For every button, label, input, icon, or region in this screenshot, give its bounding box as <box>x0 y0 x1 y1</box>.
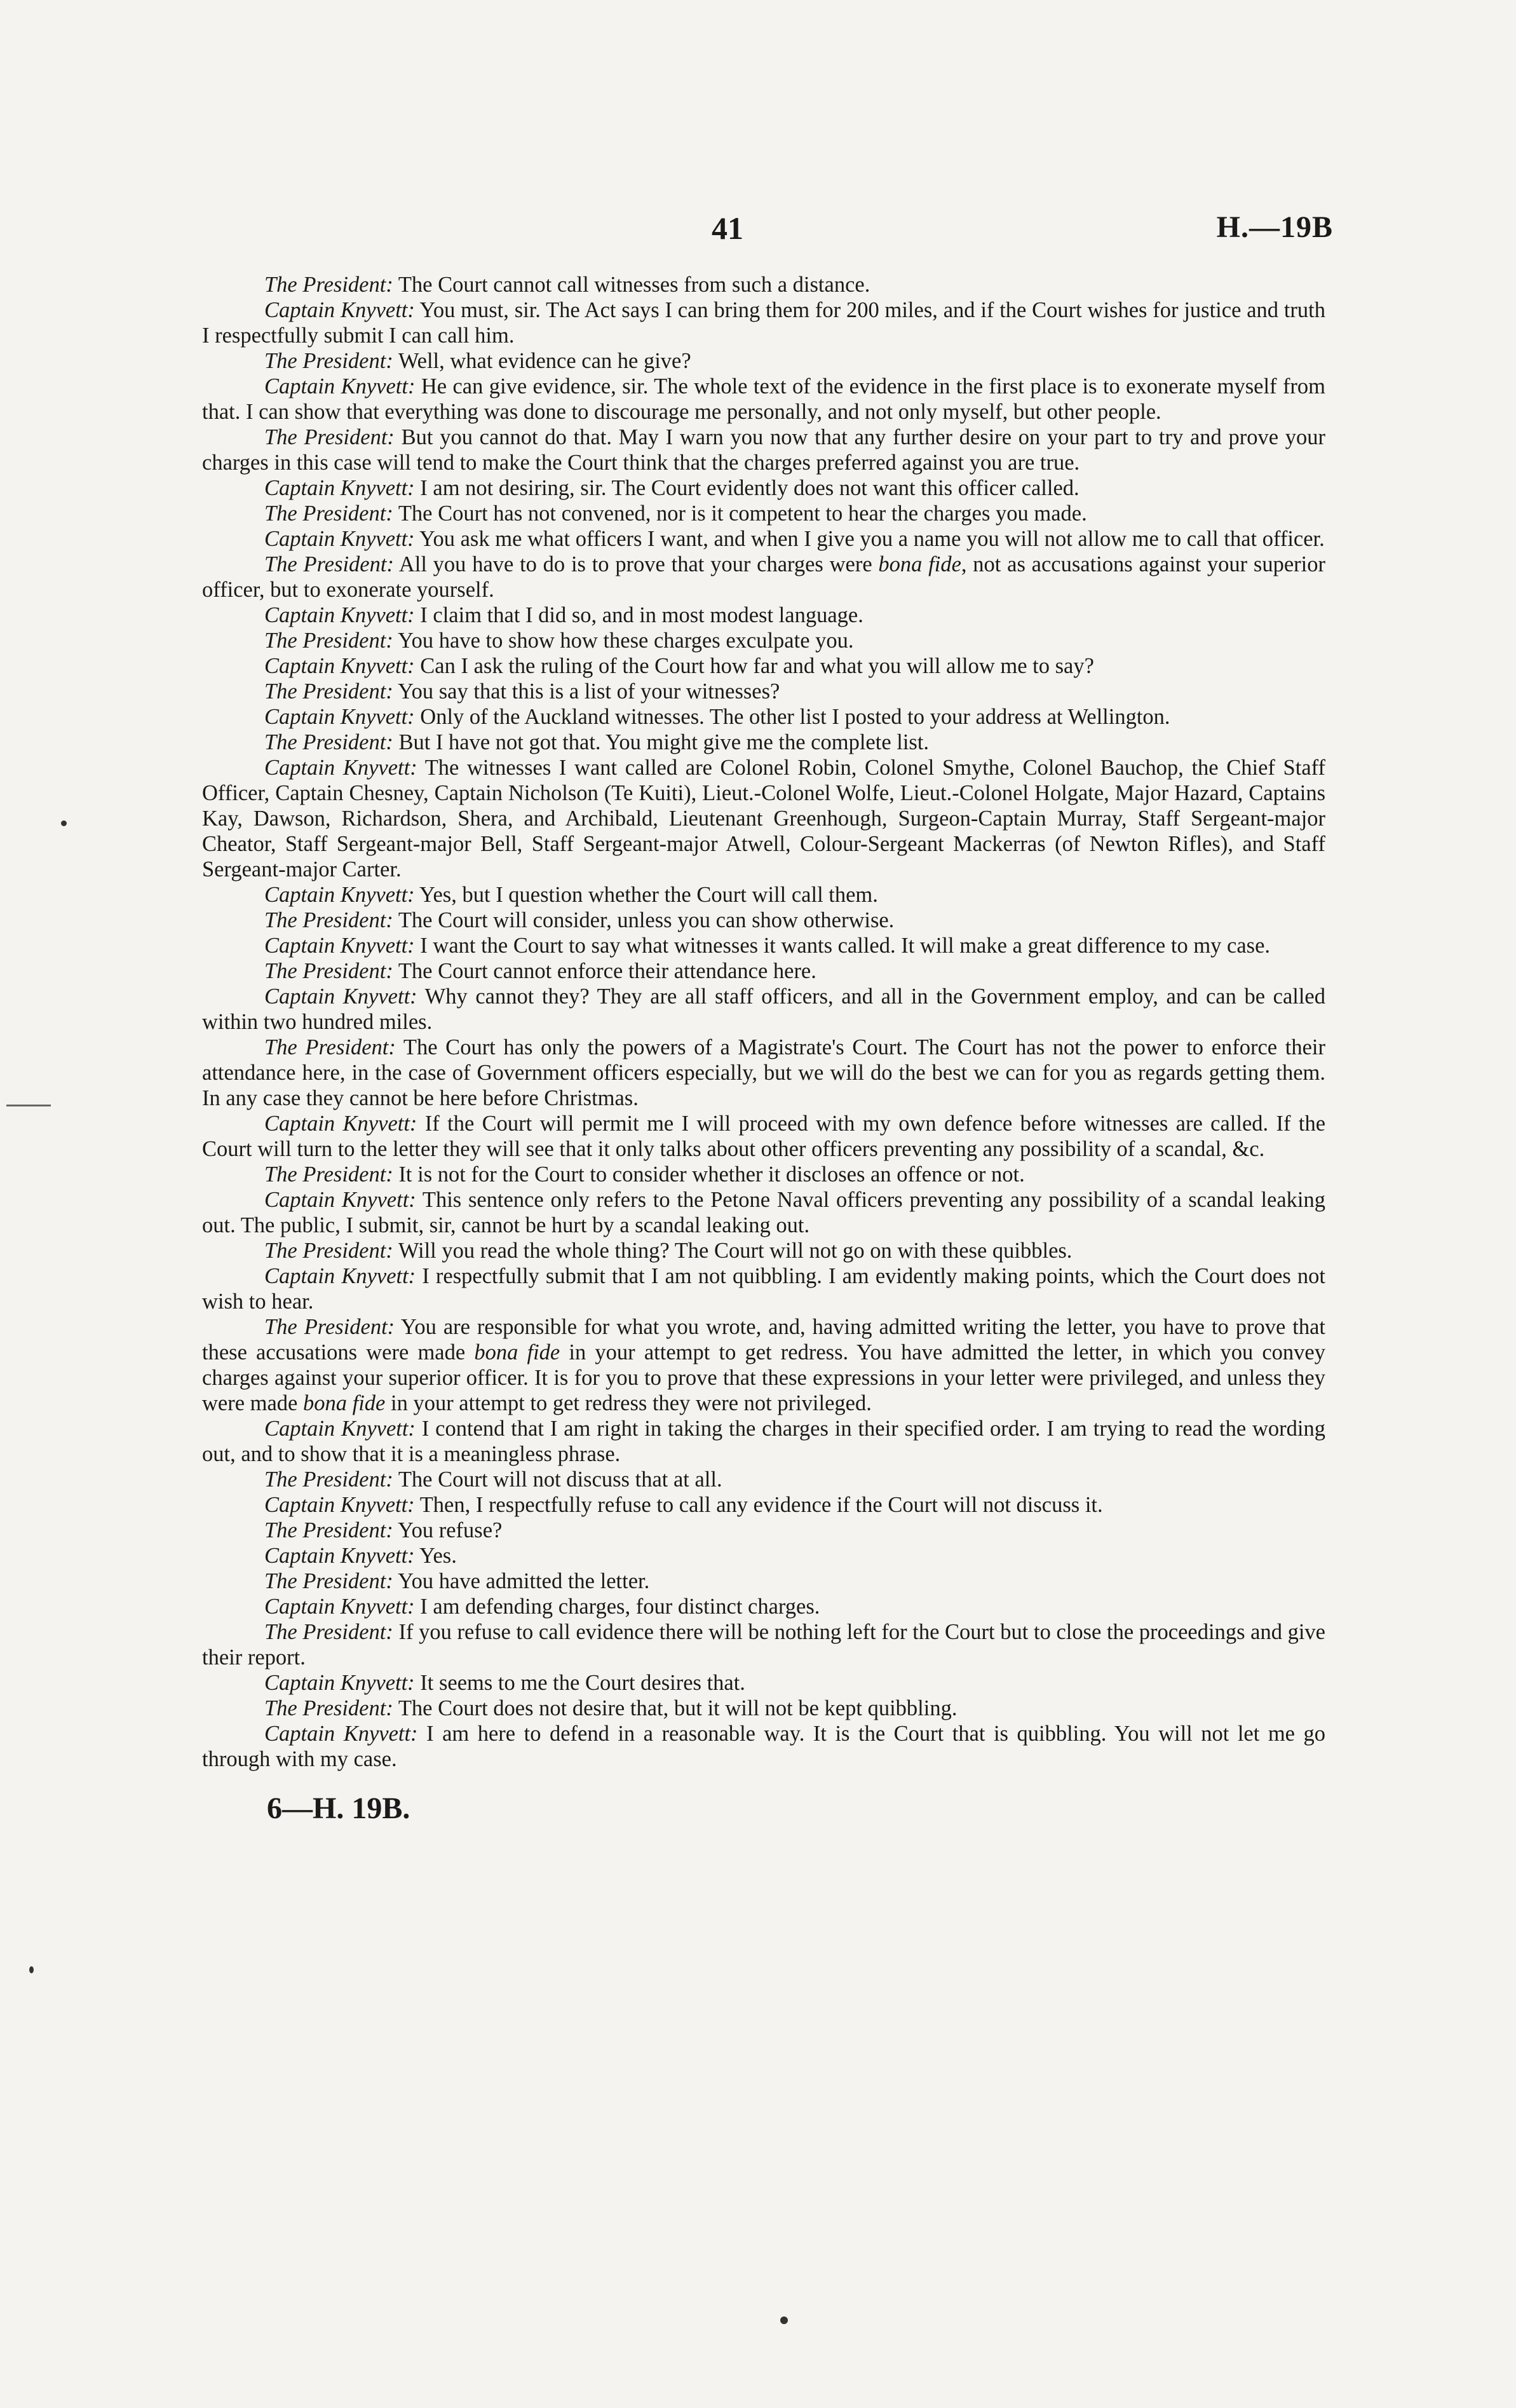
speaker-label: The President: <box>264 629 393 653</box>
transcript-paragraph <box>202 882 1325 908</box>
speech-text: The Court will not discuss that at all. <box>398 1467 722 1492</box>
speaker-label: The President: <box>264 1035 396 1059</box>
transcript-paragraph <box>202 1467 1325 1492</box>
speech-text: If the Court will permit me I will proceed with my own defence before witnesses are called. If the Court will turn to the letter they will see that it only talks about other officers preventing any possibility of a scandal, &c. <box>202 1112 1326 1161</box>
speech-text: I want the Court to say what witnesses it wants called. It will make a great difference to my case. <box>420 934 1271 958</box>
speaker-label: Captain Knyvett: <box>264 476 415 500</box>
speech-text: You say that this is a list of your witnesses? <box>398 679 780 704</box>
speech-text: Only of the Auckland witnesses. The other list I posted to your address at Wellington. <box>420 705 1170 729</box>
speech-text: It seems to me the Court desires that. <box>420 1671 745 1695</box>
transcript-paragraph <box>202 1568 1325 1594</box>
speech-text: Well, what evidence can he give? <box>398 349 691 373</box>
speaker-label: The President: <box>264 501 393 526</box>
transcript-paragraph <box>202 602 1325 628</box>
transcript-paragraph <box>202 552 1325 602</box>
speaker-label: Captain Knyvett: <box>264 527 415 551</box>
speaker-label: Captain Knyvett: <box>264 1544 415 1568</box>
speech-text: I respectfully submit that I am not quibbling. I am evidently making points, which the Court does not wish to hear. <box>202 1264 1325 1314</box>
speaker-label: The President: <box>264 1569 393 1593</box>
speech-text: Yes, but I question whether the Court will call them. <box>419 883 878 907</box>
speech-text: But you cannot do that. May I warn you now that any further desire on your part to try and prove your charges in this case will tend to make the Court think that the charges preferred against you are true. <box>202 425 1326 475</box>
transcript-paragraph <box>202 1111 1325 1162</box>
speech-text: I am not desiring, sir. The Court evidently does not want this officer called. <box>420 476 1079 500</box>
transcript-paragraph <box>202 1594 1325 1619</box>
speech-text: The Court will consider, unless you can show otherwise. <box>398 908 895 932</box>
speaker-label: Captain Knyvett: <box>264 883 415 907</box>
transcript-paragraph <box>202 1035 1325 1111</box>
speech-text: The Court cannot enforce their attendance here. <box>398 959 816 983</box>
transcript-paragraph <box>202 1619 1325 1670</box>
transcript-paragraph <box>202 1721 1325 1772</box>
transcript-paragraph <box>202 704 1325 730</box>
scan-speck <box>29 1966 34 1973</box>
transcript-paragraph <box>202 475 1325 501</box>
transcript-paragraph <box>202 1543 1325 1568</box>
transcript-paragraph <box>202 1238 1325 1263</box>
transcript-paragraph <box>202 1314 1325 1416</box>
transcript-paragraph <box>202 1162 1325 1187</box>
transcript-paragraph <box>202 628 1325 653</box>
speech-text: It is not for the Court to consider whether it discloses an offence or not. <box>398 1162 1025 1187</box>
speaker-label: Captain Knyvett: <box>264 1188 416 1212</box>
scan-speck <box>61 820 67 826</box>
speech-text: Then, I respectfully refuse to call any evidence if the Court will not discuss it. <box>419 1493 1103 1517</box>
speaker-label: Captain Knyvett: <box>264 934 415 958</box>
speech-text: I am here to defend in a reasonable way. It is the Court that is quibbling. You will not let me go through with my case. <box>202 1722 1326 1771</box>
transcript-paragraph <box>202 374 1325 425</box>
speaker-label: Captain Knyvett: <box>264 603 415 627</box>
speaker-label: The President: <box>264 349 393 373</box>
speaker-label: Captain Knyvett: <box>264 1595 415 1619</box>
scan-speck <box>780 2316 788 2324</box>
speech-text: The Court cannot call witnesses from such a distance. <box>398 273 870 297</box>
page-number: 41 <box>712 210 743 246</box>
transcript-paragraph <box>202 679 1325 704</box>
transcript-paragraph <box>202 1187 1325 1238</box>
speaker-label: The President: <box>264 273 393 297</box>
speaker-label: The President: <box>264 1620 393 1644</box>
transcript-paragraph <box>202 653 1325 679</box>
speaker-label: Captain Knyvett: <box>264 705 415 729</box>
transcript-paragraph <box>202 1518 1325 1543</box>
speaker-label: The President: <box>264 959 393 983</box>
speaker-label: Captain Knyvett: <box>264 374 416 398</box>
speech-text: You must, sir. The Act says I can bring them for 200 miles, and if the Court wishes for justice and truth I respectfully submit I can call him. <box>202 298 1325 348</box>
speaker-label: The President: <box>264 908 393 932</box>
speech-text: Will you read the whole thing? The Court will not go on with these quibbles. <box>398 1239 1073 1263</box>
transcript-paragraph <box>202 908 1325 933</box>
speaker-label: The President: <box>264 1162 393 1187</box>
speech-text: You are responsible for what you wrote, and, having admitted writing the letter, you have to prove that these accusations were made bona fide in your attempt to get redress. You have admitted the letter, in which you convey charges against your superior officer. It is for you to prove that these expressions in your letter were privileged, and unless they were made bona fide in your attempt to get redress they were not privileged. <box>202 1315 1325 1415</box>
transcript-paragraph <box>202 1263 1325 1314</box>
speech-text: You have admitted the letter. <box>398 1569 650 1593</box>
speech-text: This sentence only refers to the Petone Naval officers preventing any possibility of a scandal leaking out. The public, I submit, sir, cannot be hurt by a scandal leaking out. <box>202 1188 1325 1237</box>
speech-text: Why cannot they? They are all staff officers, and all in the Government employ, and can be called within two hundred miles. <box>202 984 1325 1034</box>
transcript-paragraph <box>202 348 1325 374</box>
speaker-label: The President: <box>264 1518 393 1542</box>
speech-text: The Court does not desire that, but it will not be kept quibbling. <box>398 1696 958 1720</box>
page-header <box>0 210 1516 254</box>
speech-text: You have to show how these charges exculpate you. <box>398 629 854 653</box>
speaker-label: The President: <box>264 425 395 449</box>
speaker-label: The President: <box>264 1467 393 1492</box>
speech-text: If you refuse to call evidence there will be nothing left for the Court but to close the proceedings and give their report. <box>202 1620 1325 1670</box>
speaker-label: The President: <box>264 679 393 704</box>
speech-text: All you have to do is to prove that your charges were bona fide, not as accusations against your superior officer, but to exonerate yourself. <box>202 552 1325 602</box>
speech-text: The Court has only the powers of a Magistrate's Court. The Court has not the power to enforce their attendance here, in the case of Government officers especially, but we will do the best we can for you as regards getting them. In any case they cannot be here before Christmas. <box>202 1035 1325 1110</box>
transcript-paragraph <box>202 933 1325 958</box>
document-reference: H.—19B <box>1216 210 1333 244</box>
transcript-paragraph <box>202 958 1325 984</box>
speech-text: I am defending charges, four distinct charges. <box>420 1595 820 1619</box>
scan-margin-mark <box>6 1105 51 1106</box>
transcript-paragraph <box>202 425 1325 475</box>
transcript-paragraph <box>202 730 1325 755</box>
speech-text: He can give evidence, sir. The whole text of the evidence in the first place is to exonerate myself from that. I can show that everything was done to discourage me personally, and not only myself, but other people. <box>202 374 1326 424</box>
speech-text: I contend that I am right in taking the charges in their specified order. I am trying to read the wording out, and to show that it is a meaningless phrase. <box>202 1417 1326 1466</box>
speech-text: The Court has not convened, nor is it competent to hear the charges you made. <box>398 501 1087 526</box>
transcript-paragraph <box>202 297 1325 348</box>
transcript-paragraph <box>202 526 1325 552</box>
transcript-body <box>202 272 1325 1772</box>
transcript-paragraph <box>202 1670 1325 1696</box>
speaker-label: Captain Knyvett: <box>264 654 415 678</box>
transcript-paragraph <box>202 272 1325 297</box>
speaker-label: The President: <box>264 1315 395 1339</box>
transcript-paragraph <box>202 1696 1325 1721</box>
speaker-label: Captain Knyvett: <box>264 1417 416 1441</box>
speaker-label: Captain Knyvett: <box>264 298 415 322</box>
speech-text: Can I ask the ruling of the Court how far and what you will allow me to say? <box>420 654 1094 678</box>
speaker-label: Captain Knyvett: <box>264 756 417 780</box>
printer-signature-mark: 6—H. 19B. <box>267 1792 410 1825</box>
speaker-label: The President: <box>264 730 393 754</box>
transcript-paragraph <box>202 755 1325 882</box>
speech-text: I claim that I did so, and in most modest language. <box>420 603 863 627</box>
speaker-label: Captain Knyvett: <box>264 1493 415 1517</box>
transcript-paragraph <box>202 501 1325 526</box>
speech-text: You ask me what officers I want, and when I give you a name you will not allow me to call that officer. <box>419 527 1325 551</box>
speaker-label: The President: <box>264 552 394 576</box>
transcript-paragraph <box>202 984 1325 1035</box>
speaker-label: Captain Knyvett: <box>264 984 417 1009</box>
speech-text: The witnesses I want called are Colonel Robin, Colonel Smythe, Colonel Bauchop, the Chief Staff Officer, Captain Chesney, Captain Nicholson (Te Kuiti), Lieut.-Colonel Wolfe, Lieut.-Colonel Holgate, Major Hazard, Captains Kay, Dawson, Richardson, Shera, and Archibald, Lieutenant Greenhough, Surgeon-Captain Murray, Staff Sergeant-major Cheator, Staff Sergeant-major Bell, Staff Sergeant-major Atwell, Colour-Sergeant Mackerras (of Newton Rifles), and Staff Sergeant-major Carter. <box>202 756 1325 881</box>
speech-text: But I have not got that. You might give me the complete list. <box>398 730 930 754</box>
transcript-paragraph <box>202 1492 1325 1518</box>
speaker-label: The President: <box>264 1696 393 1720</box>
speaker-label: Captain Knyvett: <box>264 1112 417 1136</box>
speaker-label: Captain Knyvett: <box>264 1722 418 1746</box>
speaker-label: Captain Knyvett: <box>264 1264 416 1288</box>
speaker-label: Captain Knyvett: <box>264 1671 415 1695</box>
transcript-paragraph <box>202 1416 1325 1467</box>
speech-text: Yes. <box>419 1544 457 1568</box>
speech-text: You refuse? <box>398 1518 503 1542</box>
speaker-label: The President: <box>264 1239 393 1263</box>
